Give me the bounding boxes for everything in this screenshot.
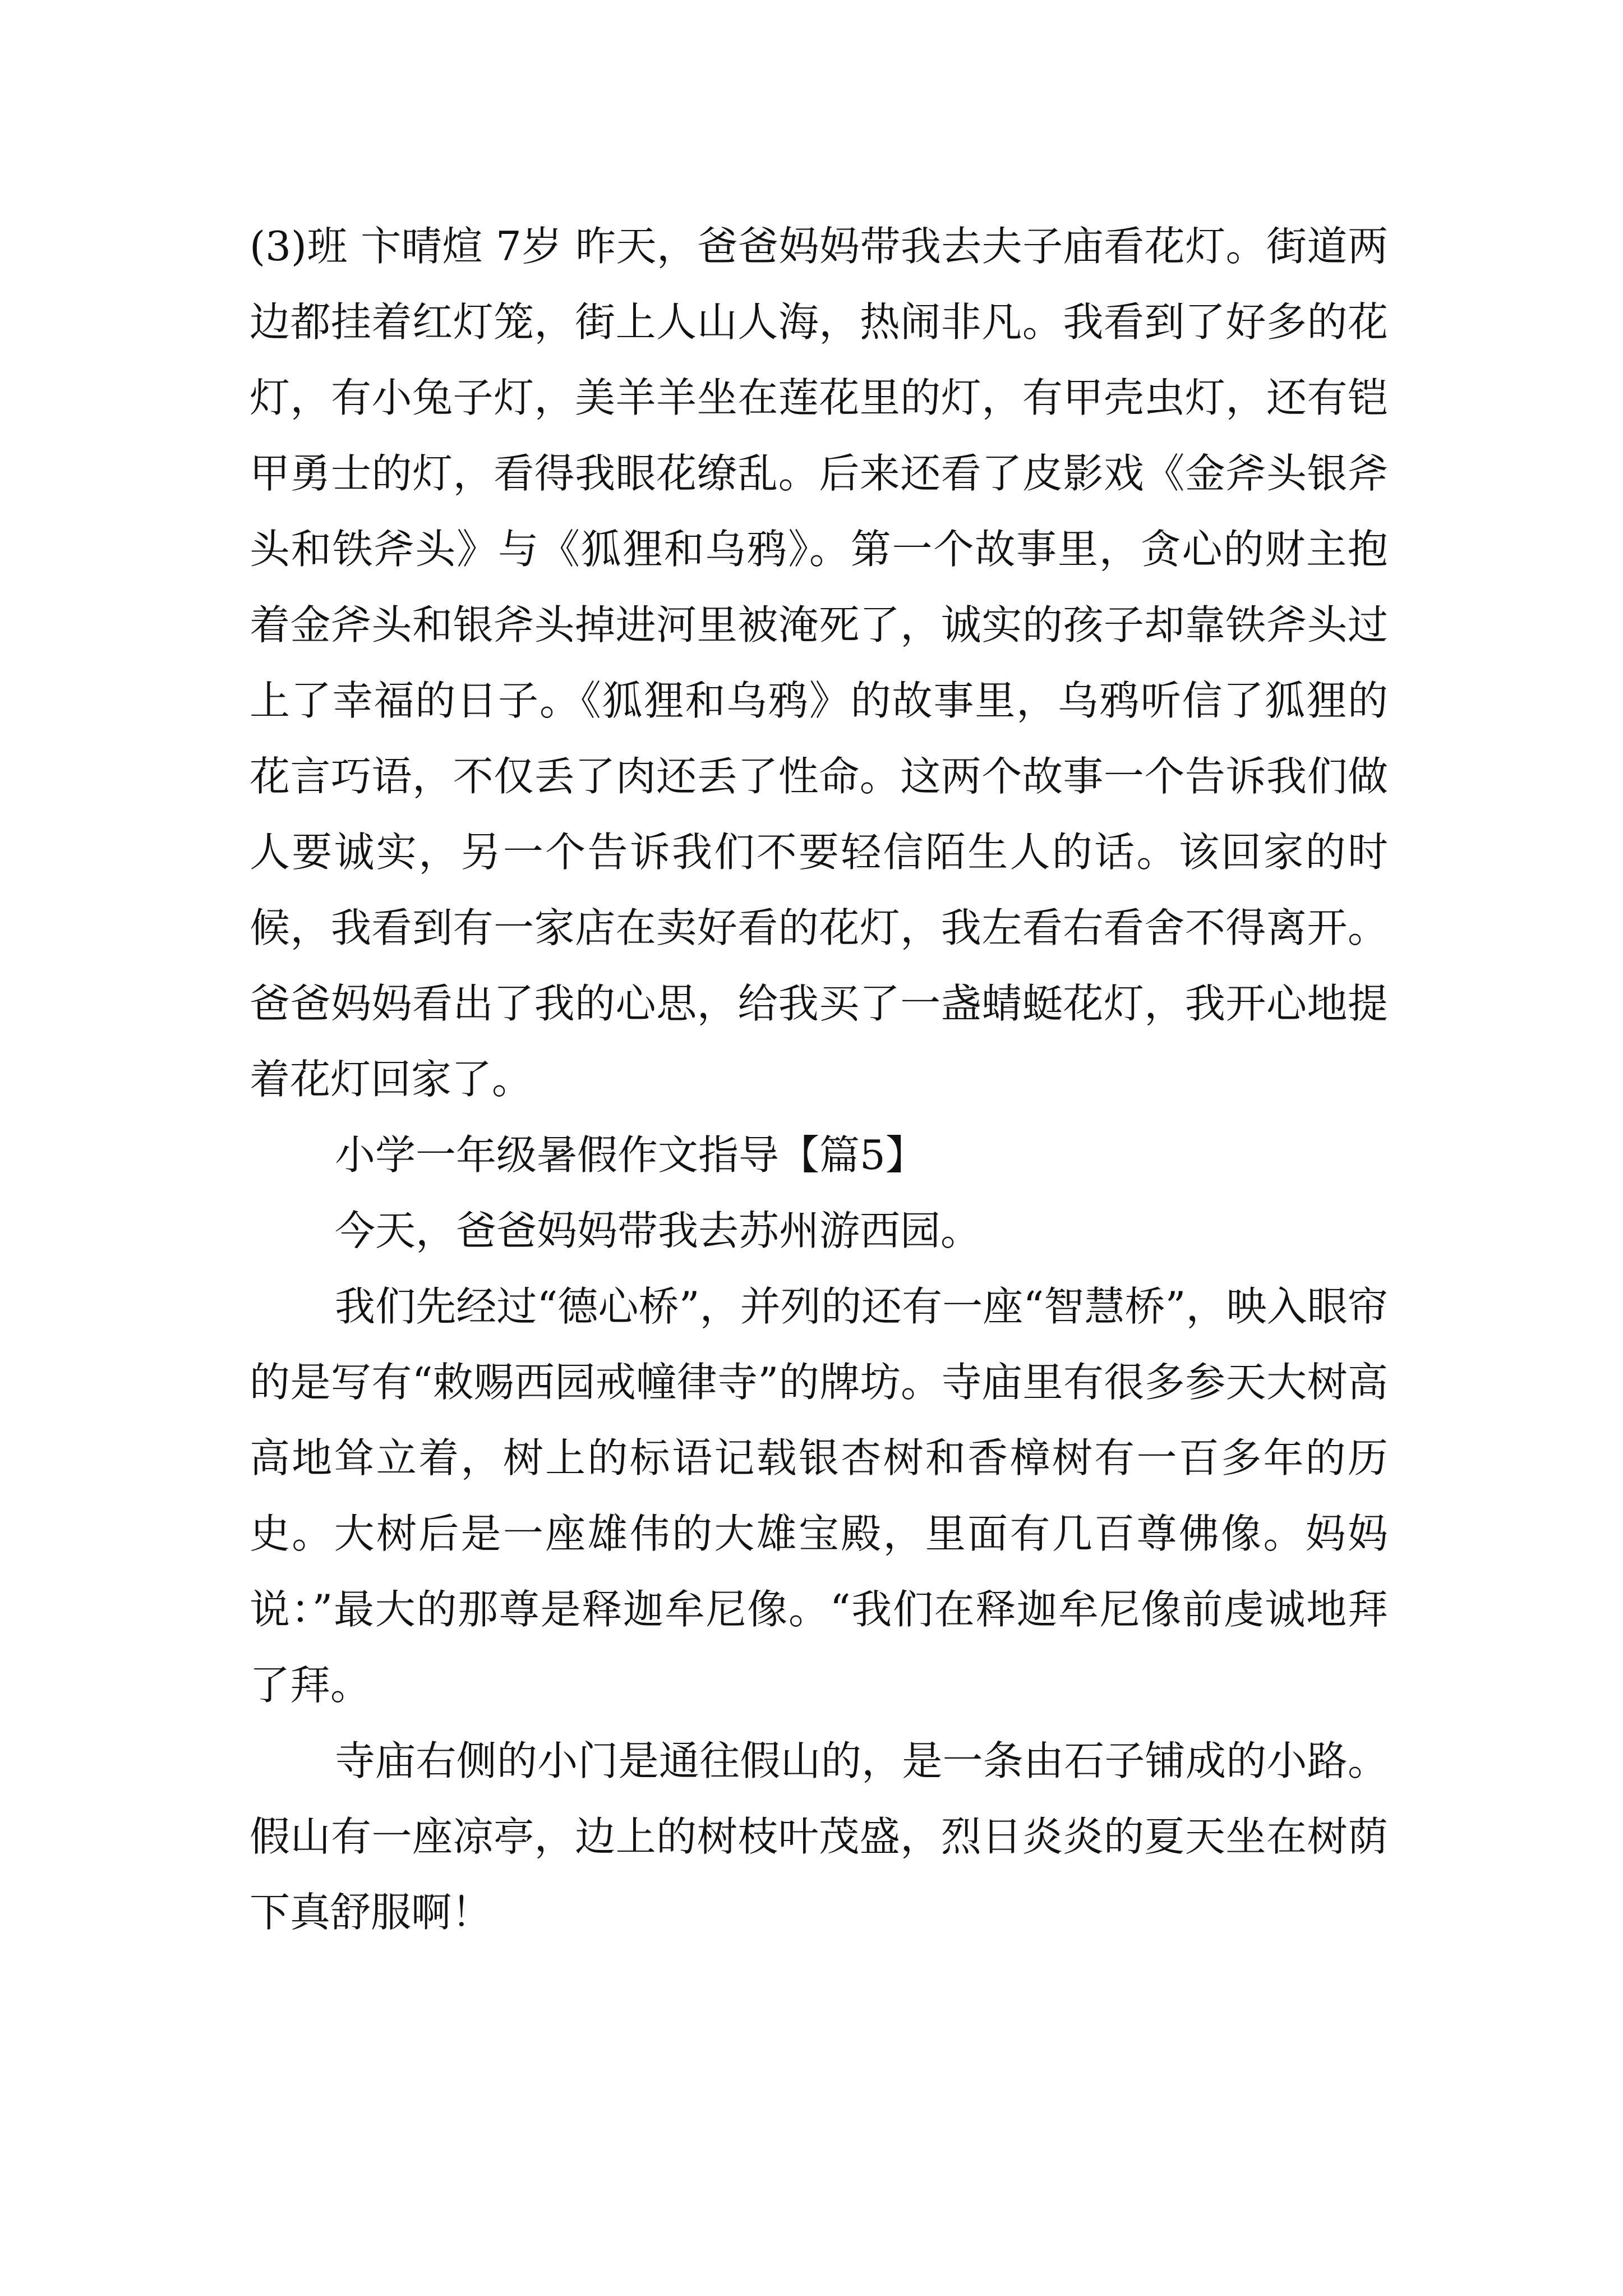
document-body (250, 209, 1388, 1950)
paragraph-temple: 我们先经过“德心桥”，并列的还有一座“智慧桥”，映入眼帘的是写有“敕赐西园戒幢律寺”的牌坊。寺庙里有很多参天大树高高地耸立着，树上的标语记载银杏树和香樟树有一百多年的历史。大树后是一座雄伟的大雄宝殿，里面有几百尊佛像。妈妈说：”最大的那尊是释迦牟尼像。“我们在释迦牟尼像前虔诚地拜了拜。 (250, 1283, 1388, 1709)
paragraph-intro: 今天，爸爸妈妈带我去苏州游西园。 (335, 1207, 981, 1254)
paragraph-rockery: 寺庙右侧的小门是通往假山的，是一条由石子铺成的小路。假山有一座凉亭，边上的树枝叶茂盛，烈日炎炎的夏天坐在树荫下真舒服啊！ (250, 1737, 1388, 1936)
paragraph-lantern-story: (3)班 卞晴煊 7岁 昨天，爸爸妈妈带我去夫子庙看花灯。街道两边都挂着红灯笼，街上人山人海，热闹非凡。我看到了好多的花灯，有小兔子灯，美羊羊坐在莲花里的灯，有甲壳虫灯，还有铠甲勇士的灯，看得我眼花缭乱。后来还看了皮影戏《金斧头银斧头和铁斧头》与《狐狸和乌鸦》。第一个故事里，贪心的财主抱着金斧头和银斧头掉进河里被淹死了，诚实的孩子却靠铁斧头过上了幸福的日子。《狐狸和乌鸦》的故事里，乌鸦听信了狐狸的花言巧语，不仅丢了肉还丢了性命。这两个故事一个告诉我们做人要诚实，另一个告诉我们不要轻信陌生人的话。该回家的时候，我看到有一家店在卖好看的花灯，我左看右看舍不得离开。爸爸妈妈看出了我的心思，给我买了一盏蜻蜓花灯，我开心地提着花灯回家了。 (250, 223, 1388, 1103)
section-heading: 小学一年级暑假作文指导【篇5】 (335, 1131, 926, 1179)
